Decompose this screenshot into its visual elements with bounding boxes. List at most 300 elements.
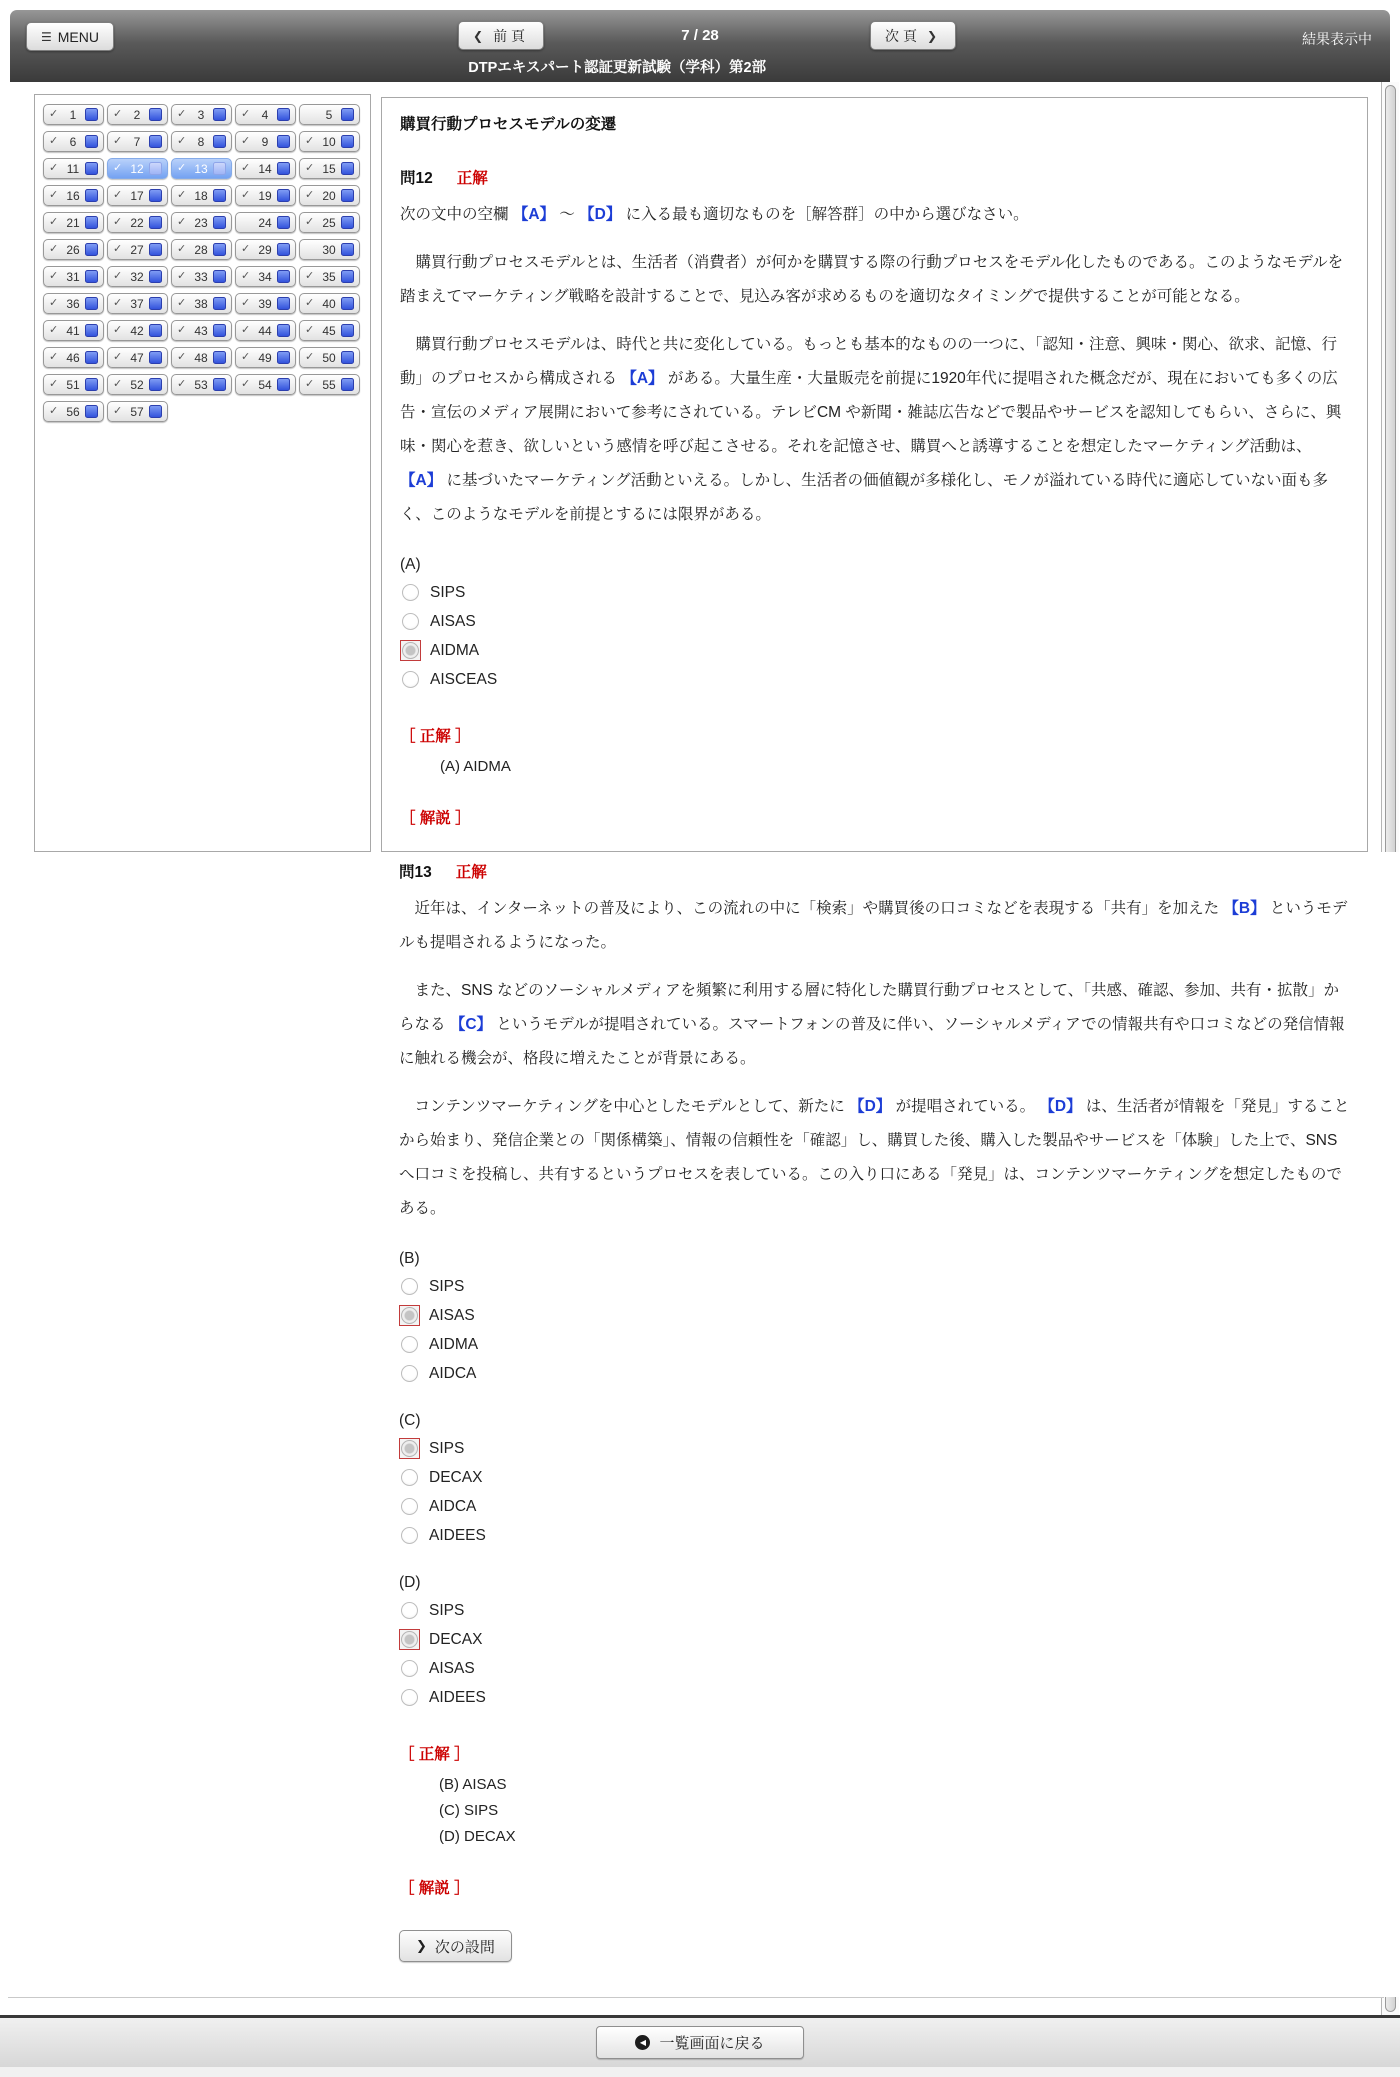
- question-number-label: 34: [258, 269, 272, 284]
- question-nav-button-14[interactable]: [235, 158, 296, 179]
- question-nav-button-56[interactable]: [43, 401, 104, 422]
- question-nav-button-32[interactable]: [107, 266, 168, 287]
- flag-square-icon[interactable]: [149, 243, 162, 256]
- flag-square-icon[interactable]: [85, 297, 98, 310]
- question-number-label: 3: [197, 107, 205, 122]
- question-nav-button-21[interactable]: [43, 212, 104, 233]
- prev-page-button[interactable]: [458, 21, 544, 50]
- flag-square-icon[interactable]: [85, 216, 98, 229]
- question-13-section: [0, 852, 1400, 1997]
- flag-square-icon[interactable]: [85, 108, 98, 121]
- question-nav-button-50[interactable]: [299, 347, 360, 368]
- flag-square-icon[interactable]: [85, 324, 98, 337]
- question-number-label: 44: [258, 323, 272, 338]
- radio-button[interactable]: [399, 1658, 420, 1679]
- question-nav-button-25[interactable]: [299, 212, 360, 233]
- answer-group-label: (D): [399, 1574, 421, 1591]
- question-header: [400, 166, 1349, 188]
- question-nav-button-9[interactable]: [235, 131, 296, 152]
- check-icon: ✓: [305, 324, 315, 336]
- next-page-button[interactable]: [870, 21, 956, 50]
- check-icon: ✓: [305, 162, 315, 174]
- question-nav-button-11[interactable]: [43, 158, 104, 179]
- flag-square-icon[interactable]: [149, 162, 162, 175]
- answer-option-row[interactable]: [399, 1683, 1350, 1712]
- check-icon: ✓: [177, 270, 187, 282]
- flag-square-icon[interactable]: [85, 135, 98, 148]
- question-number-label: 22: [130, 215, 144, 230]
- answer-option-label: AIDCA: [429, 1364, 477, 1382]
- flag-square-icon[interactable]: [213, 351, 226, 364]
- check-icon: ✓: [177, 189, 187, 201]
- check-icon: ✓: [49, 216, 59, 228]
- question-number-label: 30: [322, 242, 336, 257]
- question-nav-button-55[interactable]: [299, 374, 360, 395]
- question-nav-grid: [43, 104, 362, 422]
- question-nav-button-12[interactable]: [107, 158, 168, 179]
- question-nav-button-7[interactable]: [107, 131, 168, 152]
- question-nav-button-48[interactable]: [171, 347, 232, 368]
- check-icon: ✓: [113, 243, 123, 255]
- answer-option-row[interactable]: [399, 1492, 1350, 1521]
- flag-square-icon[interactable]: [85, 189, 98, 202]
- flag-square-icon[interactable]: [149, 108, 162, 121]
- check-icon: ✓: [241, 324, 251, 336]
- flag-square-icon[interactable]: [277, 270, 290, 283]
- radio-icon: [401, 1440, 418, 1457]
- check-icon: ✓: [177, 243, 187, 255]
- flag-square-icon[interactable]: [85, 405, 98, 418]
- question-number-label: 25: [322, 215, 336, 230]
- flag-square-icon[interactable]: [213, 135, 226, 148]
- question-number-label: 24: [258, 215, 272, 230]
- radio-icon: [402, 642, 419, 659]
- question-nav-button-41[interactable]: [43, 320, 104, 341]
- question-number-label: 57: [130, 404, 144, 419]
- question-nav-button-52[interactable]: [107, 374, 168, 395]
- flag-square-icon[interactable]: [341, 108, 354, 121]
- check-icon: ✓: [49, 243, 59, 255]
- flag-square-icon[interactable]: [341, 297, 354, 310]
- explanation-heading: ［ 解説 ］: [399, 1880, 470, 1897]
- radio-icon: [401, 1602, 418, 1619]
- blank-token: 【B】: [1223, 900, 1266, 917]
- radio-icon: [401, 1527, 418, 1544]
- answer-option-label: AISAS: [429, 1659, 475, 1677]
- question-nav-button-19[interactable]: [235, 185, 296, 206]
- question-nav-button-47[interactable]: [107, 347, 168, 368]
- answer-option-row[interactable]: [399, 1434, 1350, 1463]
- flag-square-icon[interactable]: [341, 135, 354, 148]
- flag-square-icon[interactable]: [341, 270, 354, 283]
- answer-option-label: DECAX: [429, 1630, 483, 1648]
- check-icon: ✓: [177, 216, 187, 228]
- radio-button[interactable]: [399, 1687, 420, 1708]
- flag-square-icon[interactable]: [341, 351, 354, 364]
- question-nav-button-53[interactable]: [171, 374, 232, 395]
- question-nav-button-26[interactable]: [43, 239, 104, 260]
- flag-square-icon[interactable]: [277, 189, 290, 202]
- flag-square-icon[interactable]: [341, 162, 354, 175]
- flag-square-icon[interactable]: [149, 324, 162, 337]
- question-nav-button-31[interactable]: [43, 266, 104, 287]
- blank-token: 【D】: [849, 1098, 892, 1115]
- radio-button[interactable]: [400, 582, 421, 603]
- check-icon: ✓: [305, 297, 315, 309]
- question-number-label: 18: [194, 188, 208, 203]
- correct-answer-heading: ［ 正解 ］: [399, 1746, 470, 1763]
- question-number-label: 5: [325, 107, 333, 122]
- radio-button[interactable]: [399, 1276, 420, 1297]
- question-number-label: 21: [66, 215, 80, 230]
- question-number-label: 32: [130, 269, 144, 284]
- correct-answer-value: (C) SIPS: [439, 1802, 499, 1819]
- blank-token: 【A】: [621, 370, 664, 387]
- question-number-label: 4: [261, 107, 269, 122]
- question-nav-button-10[interactable]: [299, 131, 360, 152]
- question-nav-button-17[interactable]: [107, 185, 168, 206]
- flag-square-icon[interactable]: [277, 135, 290, 148]
- question-number-label: 8: [197, 134, 205, 149]
- prev-page-label: 前頁: [493, 27, 530, 44]
- check-icon: ✓: [113, 351, 123, 363]
- flag-square-icon[interactable]: [341, 378, 354, 391]
- check-icon: ✓: [305, 270, 315, 282]
- correct-answer-value: (D) DECAX: [439, 1828, 516, 1845]
- back-to-list-button[interactable]: [596, 2026, 803, 2059]
- flag-square-icon[interactable]: [277, 378, 290, 391]
- question-nav-button-54[interactable]: [235, 374, 296, 395]
- check-icon: ✓: [305, 135, 315, 147]
- radio-button-selected[interactable]: [399, 1305, 420, 1326]
- radio-button-selected[interactable]: [399, 1629, 420, 1650]
- question-nav-button-1[interactable]: [43, 104, 104, 125]
- question-nav-button-33[interactable]: [171, 266, 232, 287]
- question-nav-button-16[interactable]: [43, 185, 104, 206]
- question-number-label: 13: [194, 161, 208, 176]
- question-nav-button-22[interactable]: [107, 212, 168, 233]
- question-nav-button-45[interactable]: [299, 320, 360, 341]
- question-number-label: 17: [130, 188, 144, 203]
- question-status: 正解: [456, 170, 488, 187]
- check-icon: ✓: [49, 378, 59, 390]
- answer-option-label: DECAX: [429, 1468, 483, 1486]
- question-content-panel: [381, 97, 1368, 852]
- flag-square-icon[interactable]: [149, 378, 162, 391]
- question-nav-button-2[interactable]: [107, 104, 168, 125]
- question-number-label: 45: [322, 323, 336, 338]
- answer-option-row[interactable]: [400, 578, 1349, 607]
- footer-bar: [0, 2015, 1400, 2067]
- answer-option-row[interactable]: [399, 1521, 1350, 1550]
- check-icon: ✓: [177, 378, 187, 390]
- question-number-label: 15: [322, 161, 336, 176]
- check-icon: ✓: [305, 351, 315, 363]
- check-icon: ✓: [177, 108, 187, 120]
- question-nav-button-37[interactable]: [107, 293, 168, 314]
- flag-square-icon[interactable]: [149, 351, 162, 364]
- check-icon: ✓: [113, 324, 123, 336]
- answer-group-label: (B): [399, 1250, 420, 1267]
- question-number-label: 47: [130, 350, 144, 365]
- question-number-label: 46: [66, 350, 80, 365]
- question-nav-button-20[interactable]: [299, 185, 360, 206]
- question-nav-button-35[interactable]: [299, 266, 360, 287]
- question-nav-button-28[interactable]: [171, 239, 232, 260]
- flag-square-icon[interactable]: [277, 162, 290, 175]
- answer-option-row[interactable]: [399, 1272, 1350, 1301]
- flag-square-icon[interactable]: [85, 243, 98, 256]
- question-nav-panel: [34, 94, 371, 852]
- question-number-label: 6: [69, 134, 77, 149]
- check-icon: ✓: [49, 162, 59, 174]
- radio-button[interactable]: [399, 1525, 420, 1546]
- check-icon: ✓: [49, 351, 59, 363]
- flag-square-icon[interactable]: [149, 270, 162, 283]
- question-number-label: 48: [194, 350, 208, 365]
- question-nav-button-23[interactable]: [171, 212, 232, 233]
- radio-button[interactable]: [400, 669, 421, 690]
- answer-option-label: AIDEES: [429, 1526, 486, 1544]
- correct-answer-heading: ［ 正解 ］: [400, 728, 471, 745]
- check-icon: ✓: [49, 324, 59, 336]
- answer-option-row[interactable]: [399, 1330, 1350, 1359]
- question-nav-button-29[interactable]: [235, 239, 296, 260]
- flag-square-icon[interactable]: [149, 405, 162, 418]
- flag-square-icon[interactable]: [213, 108, 226, 121]
- check-icon: ✓: [113, 189, 123, 201]
- flag-square-icon[interactable]: [341, 324, 354, 337]
- page-bottom-margin: [0, 2067, 1400, 2077]
- flag-square-icon[interactable]: [277, 108, 290, 121]
- answer-option-label: AISAS: [429, 1306, 475, 1324]
- radio-button[interactable]: [400, 611, 421, 632]
- flag-square-icon[interactable]: [213, 270, 226, 283]
- radio-button[interactable]: [399, 1600, 420, 1621]
- flag-square-icon[interactable]: [85, 351, 98, 364]
- check-icon: ✓: [49, 297, 59, 309]
- answer-group-label: (A): [400, 556, 421, 573]
- question-nav-button-13[interactable]: [171, 158, 232, 179]
- flag-square-icon[interactable]: [341, 216, 354, 229]
- answer-option-label: SIPS: [429, 1439, 465, 1457]
- next-page-label: 次頁: [885, 27, 921, 44]
- menu-button[interactable]: [26, 22, 114, 51]
- answer-option-row[interactable]: [400, 665, 1349, 694]
- check-icon: ✓: [305, 189, 315, 201]
- question-nav-button-8[interactable]: [171, 131, 232, 152]
- flag-square-icon[interactable]: [277, 216, 290, 229]
- correct-answer-value: (B) AISAS: [439, 1776, 507, 1793]
- question-12-body: [400, 166, 1349, 828]
- check-icon: ✓: [241, 351, 251, 363]
- question-nav-button-34[interactable]: [235, 266, 296, 287]
- flag-square-icon[interactable]: [149, 216, 162, 229]
- flag-square-icon[interactable]: [85, 270, 98, 283]
- flag-square-icon[interactable]: [149, 297, 162, 310]
- question-number-label: 16: [66, 188, 80, 203]
- question-nav-button-49[interactable]: [235, 347, 296, 368]
- back-to-list-label: 一覧画面に戻る: [659, 2035, 765, 2052]
- check-icon: ✓: [241, 135, 251, 147]
- radio-button[interactable]: [399, 1334, 420, 1355]
- question-number-label: 33: [194, 269, 208, 284]
- question-number: 問12: [400, 170, 433, 187]
- check-icon: ✓: [241, 162, 251, 174]
- answer-option-label: AIDEES: [429, 1688, 486, 1706]
- flag-square-icon[interactable]: [213, 297, 226, 310]
- blank-token: 【A】: [512, 206, 556, 223]
- question-number-label: 42: [130, 323, 144, 338]
- question-number-label: 10: [322, 134, 336, 149]
- question-nav-button-27[interactable]: [107, 239, 168, 260]
- question-number-label: 7: [133, 134, 141, 149]
- question-number-label: 28: [194, 242, 208, 257]
- answer-option-row[interactable]: [399, 1654, 1350, 1683]
- check-icon: ✓: [241, 378, 251, 390]
- radio-button[interactable]: [399, 1467, 420, 1488]
- flag-square-icon[interactable]: [341, 243, 354, 256]
- flag-square-icon[interactable]: [277, 324, 290, 337]
- answer-option-row[interactable]: [399, 1625, 1350, 1654]
- flag-square-icon[interactable]: [213, 378, 226, 391]
- flag-square-icon[interactable]: [85, 378, 98, 391]
- check-icon: ✓: [177, 324, 187, 336]
- answer-option-row[interactable]: [399, 1463, 1350, 1492]
- question-nav-button-57[interactable]: [107, 401, 168, 422]
- radio-icon: [401, 1689, 418, 1706]
- question-number-label: 37: [130, 296, 144, 311]
- question-nav-button-39[interactable]: [235, 293, 296, 314]
- question-number-label: 36: [66, 296, 80, 311]
- flag-square-icon[interactable]: [213, 243, 226, 256]
- answer-option-row[interactable]: [400, 636, 1349, 665]
- question-number-label: 43: [194, 323, 208, 338]
- check-icon: ✓: [113, 108, 123, 120]
- question-nav-button-18[interactable]: [171, 185, 232, 206]
- answer-option-row[interactable]: [399, 1301, 1350, 1330]
- question-nav-button-3[interactable]: [171, 104, 232, 125]
- radio-button[interactable]: [399, 1363, 420, 1384]
- question-number-label: 20: [322, 188, 336, 203]
- question-nav-button-36[interactable]: [43, 293, 104, 314]
- question-nav-button-6[interactable]: [43, 131, 104, 152]
- question-number-label: 41: [66, 323, 80, 338]
- question-nav-button-42[interactable]: [107, 320, 168, 341]
- menu-button-label: MENU: [57, 28, 99, 45]
- answer-option-label: AIDMA: [430, 641, 480, 659]
- question-nav-button-40[interactable]: [299, 293, 360, 314]
- radio-icon: [402, 584, 419, 601]
- radio-icon: [401, 1307, 418, 1324]
- flag-square-icon[interactable]: [149, 135, 162, 148]
- question-paragraph: 近年は、インターネットの普及により、この流れの中に「検索」や購買後の口コミなどを表現する「共有」を加えた 【B】 というモデルも提唱されるようになった。: [399, 900, 1348, 951]
- flag-square-icon[interactable]: [341, 189, 354, 202]
- question-number-label: 51: [66, 377, 80, 392]
- question-paragraph: 購買行動プロセスモデルとは、生活者（消費者）が何かを購買する際の行動プロセスをモデル化したものである。このようなモデルを踏まえてマーケティング戦略を設計することで、見込み客が求めるものを適切なタイミングで提供することが可能となる。: [400, 254, 1344, 305]
- question-paragraph: また、SNS などのソーシャルメディアを頻繁に利用する層に特化した購買行動プロセスとして、「共感、確認、参加、共有・拡散」からなる 【C】 というモデルが提唱されている。スマートフォンの普及に伴い、ソーシャルメディアでの情報共有や口コミなどの発信情報に触れる機会が、格段に増えたことが背景にある。: [399, 982, 1345, 1067]
- radio-icon: [401, 1365, 418, 1382]
- check-icon: ✓: [177, 135, 187, 147]
- flag-square-icon[interactable]: [213, 189, 226, 202]
- next-question-label: 次の設問: [434, 1938, 495, 1956]
- radio-icon: [401, 1498, 418, 1515]
- question-paragraph: 購買行動プロセスモデルは、時代と共に変化している。もっとも基本的なものの一つに、「認知・注意、興味・関心、欲求、記憶、行動」のプロセスから構成される 【A】 がある。大量生産・大量販売を前提に1920年代に提唱された概念だが、現在においても多くの広告・宣伝のメディア展開において参考にされている。テレビCM や新聞・雑誌広告などで製品やサービスを認知してもらい、さらに、興味・関心を惹き、欲しいという感情を呼び起こさせる。それを記憶させ、購買へと誘導することを想定したマーケティング活動は、 【A】 に基づいたマーケティング活動といえる。しかし、生活者の価値観が多様化し、モノが溢れている時代に適応していない面も多く、このようなモデルを前提とするには限界がある。: [400, 336, 1342, 523]
- answer-group-label: (C): [399, 1412, 421, 1429]
- question-number-label: 9: [261, 134, 269, 149]
- question-nav-button-24[interactable]: [235, 212, 296, 233]
- explanation-heading: ［ 解説 ］: [400, 810, 471, 827]
- answer-option-label: SIPS: [429, 1601, 465, 1619]
- radio-button[interactable]: [399, 1496, 420, 1517]
- next-question-button[interactable]: [399, 1930, 512, 1962]
- correct-answer-value: (A) AIDMA: [440, 758, 511, 775]
- check-icon: ✓: [113, 378, 123, 390]
- flag-square-icon[interactable]: [149, 189, 162, 202]
- check-icon: ✓: [305, 216, 315, 228]
- flag-square-icon[interactable]: [213, 324, 226, 337]
- question-nav-button-46[interactable]: [43, 347, 104, 368]
- question-nav-button-38[interactable]: [171, 293, 232, 314]
- flag-square-icon[interactable]: [213, 216, 226, 229]
- question-status: 正解: [455, 864, 487, 881]
- check-icon: ✓: [49, 270, 59, 282]
- circle-left-arrow-icon: ◀: [635, 2035, 650, 2050]
- question-number-label: 14: [258, 161, 272, 176]
- check-icon: ✓: [177, 297, 187, 309]
- page-indicator: 7 / 28: [681, 27, 719, 44]
- question-nav-button-44[interactable]: [235, 320, 296, 341]
- question-number-label: 55: [322, 377, 336, 392]
- flag-square-icon[interactable]: [277, 351, 290, 364]
- question-nav-button-15[interactable]: [299, 158, 360, 179]
- radio-icon: [401, 1336, 418, 1353]
- question-header: [399, 860, 1350, 882]
- question-number-label: 19: [258, 188, 272, 203]
- check-icon: ✓: [113, 405, 123, 417]
- check-icon: ✓: [49, 108, 59, 120]
- answer-option-row[interactable]: [399, 1359, 1350, 1388]
- radio-button-selected[interactable]: [400, 640, 421, 661]
- question-nav-button-30[interactable]: [299, 239, 360, 260]
- question-nav-button-43[interactable]: [171, 320, 232, 341]
- check-icon: ✓: [113, 270, 123, 282]
- question-nav-button-5[interactable]: [299, 104, 360, 125]
- radio-icon: [401, 1660, 418, 1677]
- flag-square-icon[interactable]: [213, 162, 226, 175]
- answer-option-row[interactable]: [400, 607, 1349, 636]
- question-number-label: 56: [66, 404, 80, 419]
- answer-option-label: SIPS: [430, 583, 466, 601]
- flag-square-icon[interactable]: [277, 243, 290, 256]
- chevron-left-icon: ❮: [473, 28, 488, 43]
- question-number-label: 11: [66, 161, 80, 176]
- question-13-body: [399, 860, 1350, 1898]
- radio-button-selected[interactable]: [399, 1438, 420, 1459]
- check-icon: ✓: [113, 162, 123, 174]
- question-nav-button-4[interactable]: [235, 104, 296, 125]
- answer-option-label: SIPS: [429, 1277, 465, 1295]
- flag-square-icon[interactable]: [85, 162, 98, 175]
- answer-option-row[interactable]: [399, 1596, 1350, 1625]
- question-nav-button-51[interactable]: [43, 374, 104, 395]
- question-number-label: 50: [322, 350, 336, 365]
- question-number-label: 23: [194, 215, 208, 230]
- radio-icon: [402, 671, 419, 688]
- blank-token: 【D】: [1039, 1098, 1082, 1115]
- chevron-right-icon: ❯: [416, 1938, 427, 1953]
- flag-square-icon[interactable]: [277, 297, 290, 310]
